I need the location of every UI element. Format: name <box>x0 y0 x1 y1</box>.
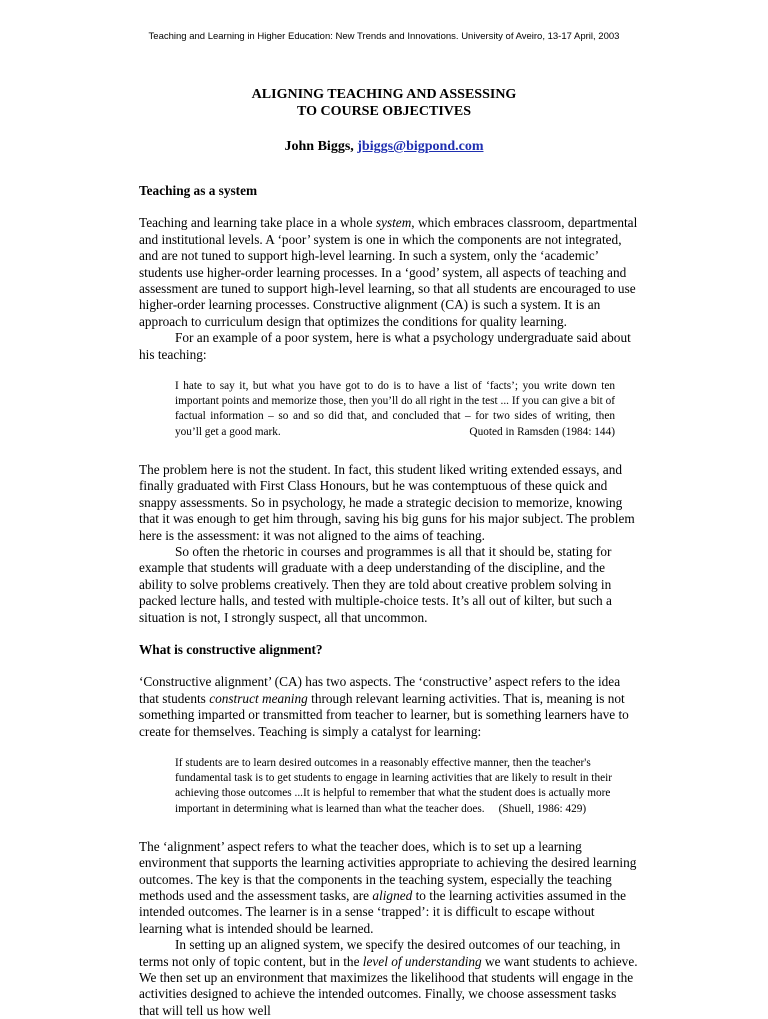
title-line-1: ALIGNING TEACHING AND ASSESSING <box>251 87 517 102</box>
body-content <box>139 183 639 1019</box>
paragraph: For an example of a poor system, here is what a psychology undergraduate said about his teaching: <box>139 330 631 362</box>
quote-citation: Quoted in Ramsden (1984: 144) <box>469 425 615 438</box>
section-heading-what-is-ca: What is constructive alignment? <box>139 641 323 657</box>
running-head: Teaching and Learning in Higher Education: New Trends and Innovations. University of Aveiro, 13-17 April, 2003 <box>148 31 620 42</box>
paragraph: The ‘alignment’ aspect refers to what the teacher does, which is to set up a learning environment that supports the learning activities appropriate to achieving the desired learning outcomes. The key is that the components in the teaching system, especially the teaching methods used and the assessment tasks, are aligned to the learning activities assumed in the intended outcomes. The learner is in a sense ‘trapped’: it is difficult to escape without learning what is intended should be learned. <box>139 838 637 936</box>
paragraph: Teaching and learning take place in a whole system, which embraces classroom, departmental and institutional levels. A ‘poor’ system is one in which the components are not integrated, and are not tuned to support high-level learning. In such a system, only the ‘academic’ students use higher-order learning processes. In a ‘good’ system, all aspects of teaching and assessment are tuned to support high-level learning, so that all students are encouraged to use higher-order learning processes. Constructive alignment (CA) is such a system. It is an approach to curriculum design that optimizes the conditions for quality learning. <box>139 215 638 329</box>
quote-text: If students are to learn desired outcomes in a reasonably effective manner, then the teacher's fundamental task is to get students to engage in learning activities that are likely to result in their achieving those outcomes ...It is helpful to remember that what the student does is actually more important in determining what is learned than what the teacher does. <box>175 756 613 815</box>
paper-title <box>0 86 768 120</box>
paragraph: The problem here is not the student. In fact, this student liked writing extended essays, and finally graduated with First Class Honours, but he was contemptuous of these quick and snappy assessments. So in psychology, he made a strategic decision to memorize, knowing that it was enough to get him through, saving his big guns for his major subject. The problem here is the assessment: it was not aligned to the aims of teaching. <box>139 461 635 543</box>
quote-citation: (Shuell, 1986: 429) <box>498 802 587 815</box>
author-email-link[interactable]: jbiggs@bigpond.com <box>357 139 484 154</box>
quote-text: I hate to say it, but what you have got to do is to have a list of ‘facts’; you write down ten important points and memorize those, then you’ll do all right in the test ... If you can give a bit of factual information – so and so did that, and concluded that – for two sides of writing, then you’ll get a good mark. <box>175 380 615 438</box>
paragraph: So often the rhetoric in courses and programmes is all that it should be, stating for example that students will graduate with a deep understanding of the discipline, and the ability to solve problems creatively. Then they are told about creative problem solving in packed lecture halls, and tested with multiple-choice tests. It’s all out of kilter, but such a situation is not, I strongly suspect, all that uncommon. <box>139 543 612 625</box>
paragraph: In setting up an aligned system, we specify the desired outcomes of our teaching, in terms not only of topic content, but in the level of understanding we want students to achieve. We then set up an environment that maximizes the likelihood that students will engage in the activities designed to achieve the intended outcomes. Finally, we choose assessment tasks that will tell us how well <box>139 937 638 1018</box>
author-line <box>0 139 768 155</box>
block-quote <box>175 379 615 440</box>
title-line-2: TO COURSE OBJECTIVES <box>296 104 471 119</box>
block-quote <box>175 756 615 817</box>
section-heading-teaching-as-system: Teaching as a system <box>139 183 258 198</box>
author-name: John Biggs, <box>284 139 354 154</box>
paragraph: ‘Constructive alignment’ (CA) has two aspects. The ‘constructive’ aspect refers to the idea that students construct meaning through relevant learning activities. That is, meaning is not something imparted or transmitted from teacher to learner, but is something learners have to create for themselves. Teaching is simply a catalyst for learning: <box>139 674 629 739</box>
